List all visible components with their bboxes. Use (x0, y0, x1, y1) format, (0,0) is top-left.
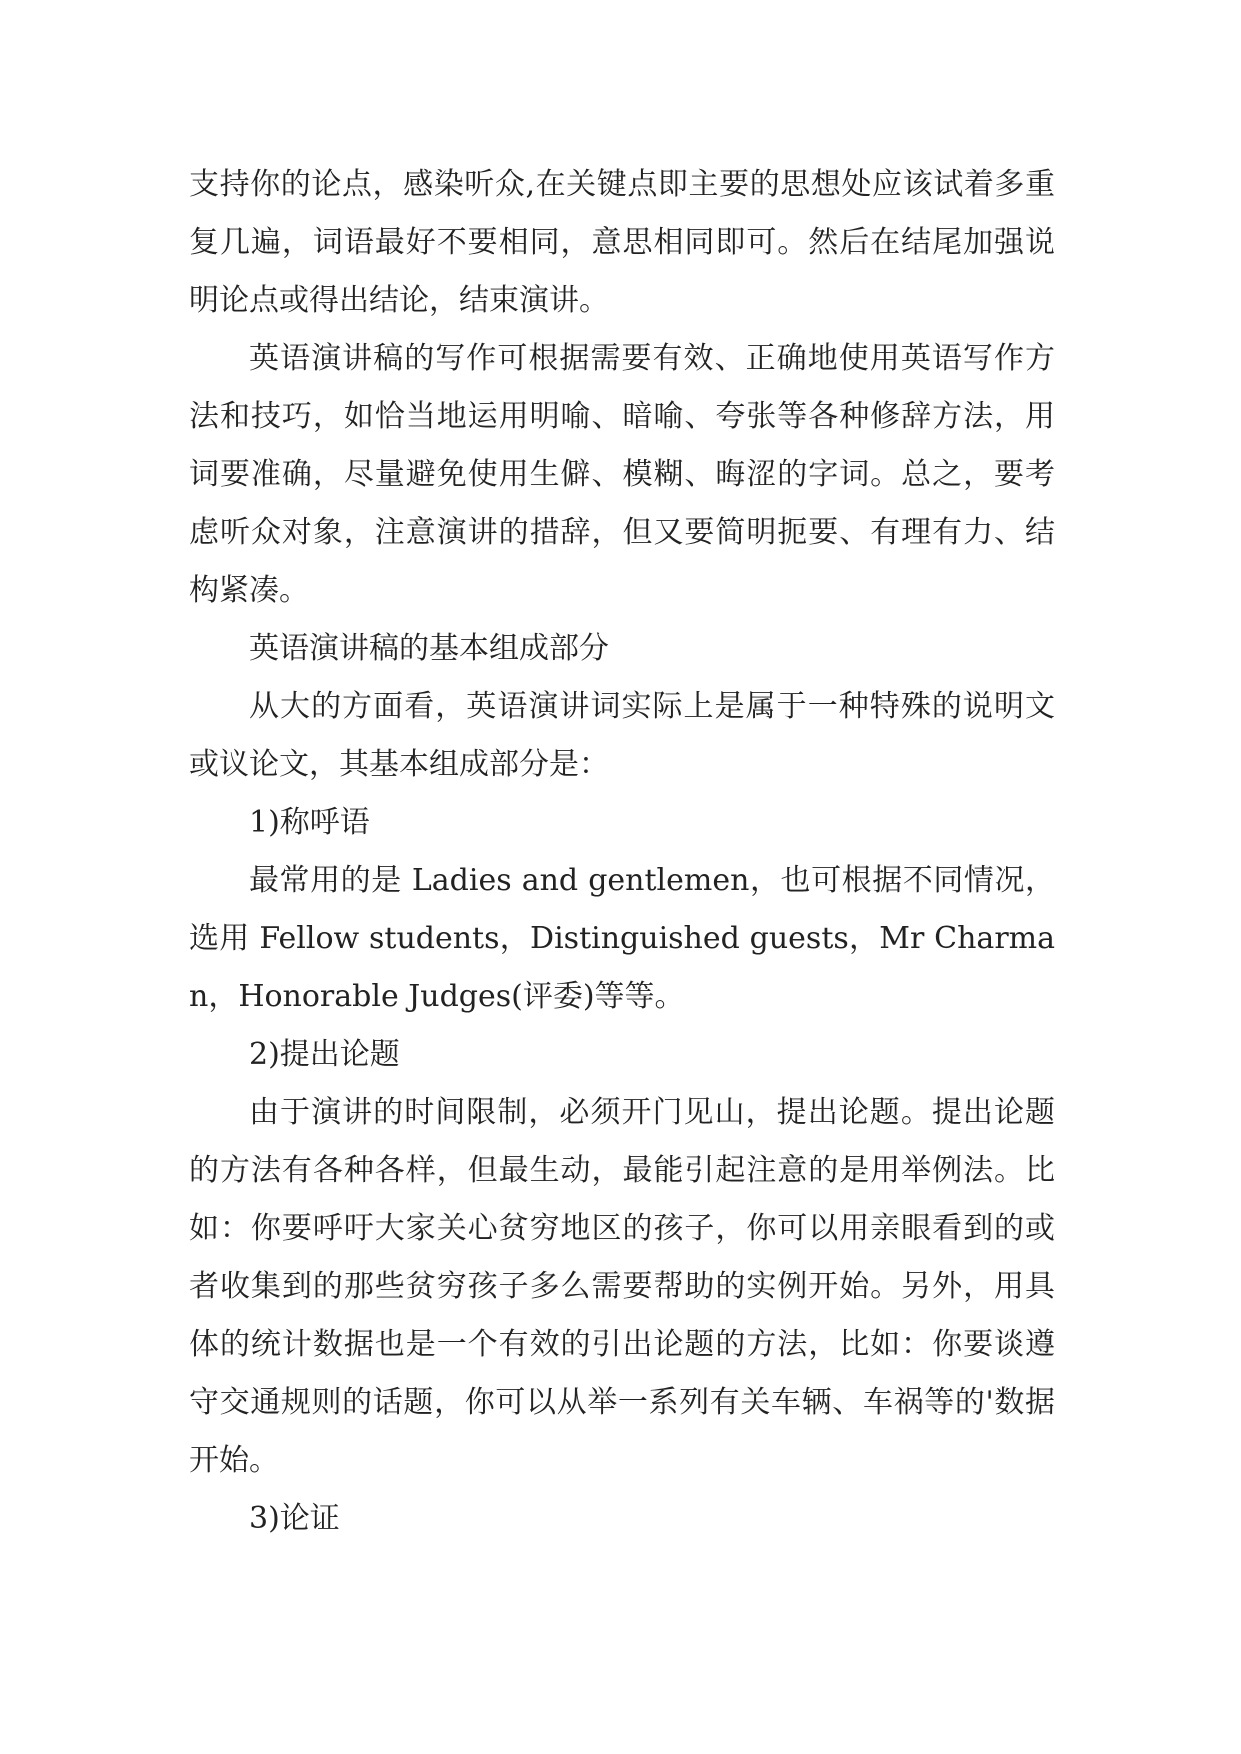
section-heading-basic-parts: 英语演讲稿的基本组成部分 (249, 631, 609, 666)
paragraph-writing-techniques: 英语演讲稿的写作可根据需要有效、正确地使用英语写作方法和技巧，如恰当地运用明喻、暗喻、夸张等各种修辞方法，用词要准确，尽量避免使用生僻、模糊、晦涩的字词。总之，要考虑听众对象，注意演讲的措辞，但又要简明扼要、有理有力、结构紧凑。 (189, 341, 1055, 608)
list-heading-salutation: 1)称呼语 (249, 805, 370, 840)
list-heading-argument: 3)论证 (249, 1501, 340, 1536)
document-body (189, 156, 1055, 1548)
paragraph-salutation: 最常用的是 Ladies and gentlemen，也可根据不同情况，选用 Fellow students，Distinguished guests，Mr Charman，Honorable Judges(评委)等等。 (189, 863, 1055, 1014)
paragraph-topic: 由于演讲的时间限制，必须开门见山，提出论题。提出论题的方法有各种各样，但最生动，最能引起注意的是用举例法。比如：你要呼吁大家关心贫穷地区的孩子，你可以用亲眼看到的或者收集到的那些贫穷孩子多么需要帮助的实例开始。另外，用具体的统计数据也是一个有效的引出论题的方法，比如：你要谈遵守交通规则的话题，你可以从举一系列有关车辆、车祸等的'数据开始。 (189, 1095, 1055, 1478)
list-heading-topic: 2)提出论题 (249, 1037, 400, 1072)
paragraph-overview: 从大的方面看，英语演讲词实际上是属于一种特殊的说明文或议论文，其基本组成部分是： (189, 689, 1055, 782)
paragraph-conclusion-tips: 支持你的论点，感染听众,在关键点即主要的思想处应该试着多重复几遍，词语最好不要相同，意思相同即可。然后在结尾加强说明论点或得出结论，结束演讲。 (189, 167, 1055, 318)
